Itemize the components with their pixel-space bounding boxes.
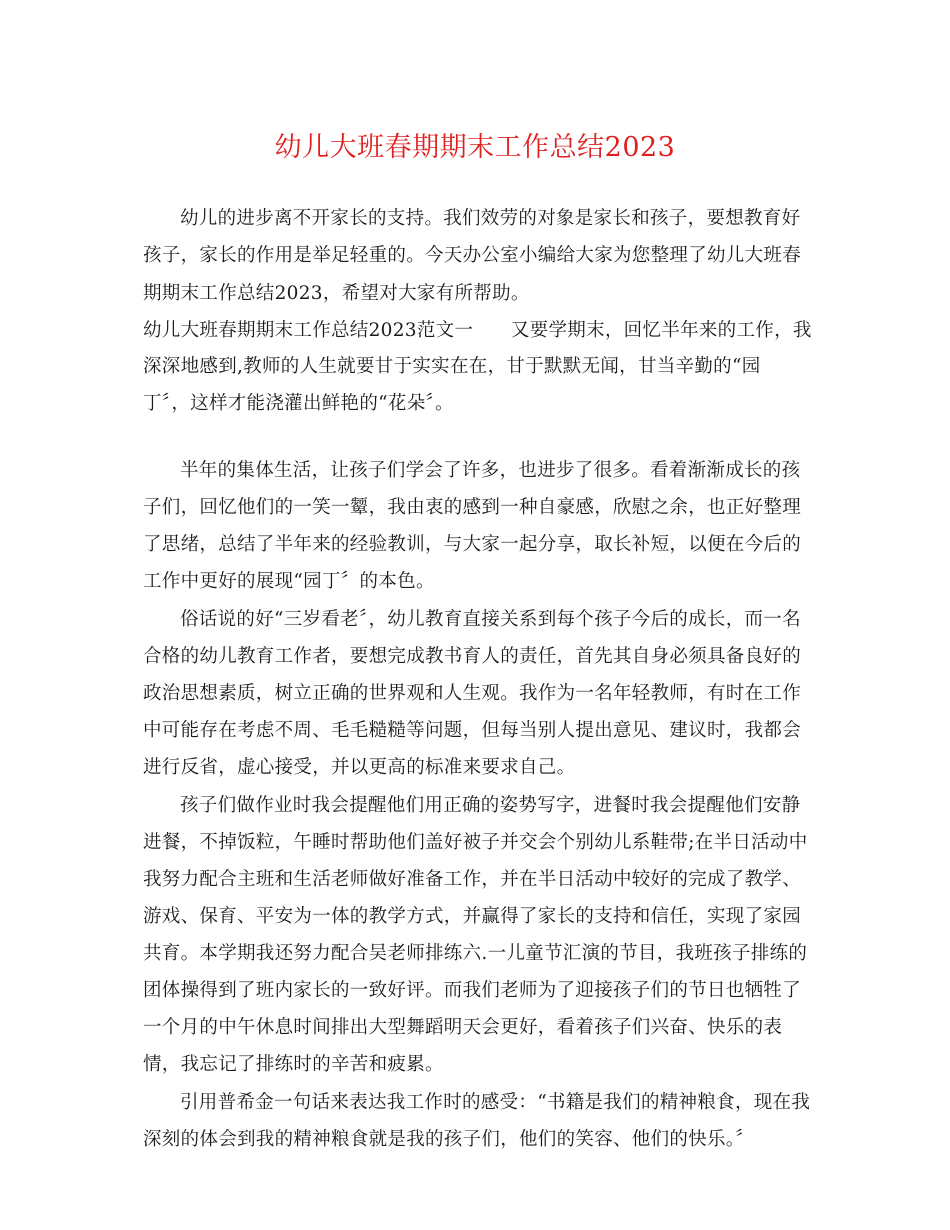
paragraph-line: 进餐，不掉饭粒，午睡时帮助他们盖好被子并交会个别幼儿系鞋带;在半日活动中 [143,832,808,853]
paragraph-line: 深刻的体会到我的精神粮食就是我的孩子们，他们的笑容、他们的快乐。〞 [143,1129,755,1150]
paragraph-line: 幼儿大班春期期末工作总结2023范文一 又要学期末，回忆半年来的工作，我 [143,320,812,341]
paragraph-line: 孩子，家长的作用是举足轻重的。今天办公室小编给大家为您整理了幼儿大班春 [143,245,802,266]
paragraph-line: 一个月的中午休息时间排出大型舞蹈明天会更好，看着孩子们兴奋、快乐的表 [143,1017,783,1038]
paragraph-line: 中可能存在考虑不周、毛毛糙糙等问题，但每当别人提出意见、建议时，我都会 [143,720,802,741]
paragraph-line: 工作中更好的展现“园丁〞的本色。 [143,571,435,592]
paragraph-line: 引用普希金一句话来表达我工作时的感受：“书籍是我们的精神粮食，现在我 [180,1092,811,1113]
paragraph-line: 我努力配合主班和生活老师做好准备工作，并在半日活动中较好的完成了教学、 [143,869,802,890]
paragraph-line: 孩子们做作业时我会提醒他们用正确的姿势写字，进餐时我会提醒他们安静 [180,795,801,816]
paragraph-line: 合格的幼儿教育工作者，要想完成教书育人的责任，首先其自身必须具备良好的 [143,646,802,667]
paragraph-line: 子们，回忆他们的一笑一颦，我由衷的感到一种自豪感，欣慰之余，也正好整理 [143,497,802,518]
paragraph-line: 丁〞，这样才能浇灌出鲜艳的“花朵〞。 [143,393,454,414]
paragraph-line: 共育。本学期我还努力配合吴老师排练六.一儿童节汇演的节目，我班孩子排练的 [143,943,808,964]
paragraph-line: 期期末工作总结2023，希望对大家有所帮助。 [143,283,530,304]
document-title: 幼儿大班春期期末工作总结2023 [274,132,676,163]
paragraph-line: 了思绪，总结了半年来的经验教训，与大家一起分享，取长补短，以便在今后的 [143,534,802,555]
paragraph-line: 游戏、保育、平安为一体的教学方式，并赢得了家长的支持和信任，实现了家园 [143,906,802,927]
paragraph-line: 半年的集体生活，让孩子们学会了许多，也进步了很多。看着渐渐成长的孩 [180,460,801,481]
paragraph-line: 进行反省，虚心接受，并以更高的标准来要求自己。 [143,757,576,778]
paragraph-line: 团体操得到了班内家长的一致好评。而我们老师为了迎接孩子们的节日也牺牲了 [143,980,802,1001]
paragraph-line: 政治思想素质，树立正确的世界观和人生观。我作为一名年轻教师，有时在工作 [143,683,802,704]
paragraph-line: 俗话说的好“三岁看老〞，幼儿教育直接关系到每个孩子今后的成长，而一名 [180,609,801,630]
paragraph-line: 深深地感到,教师的人生就要甘于实实在在，甘于默默无闻，甘当辛勤的“园 [143,356,761,377]
paragraph-line: 幼儿的进步离不开家长的支持。我们效劳的对象是家长和孩子，要想教育好 [180,208,801,229]
paragraph-line: 情，我忘记了排练时的辛苦和疲累。 [143,1054,444,1075]
